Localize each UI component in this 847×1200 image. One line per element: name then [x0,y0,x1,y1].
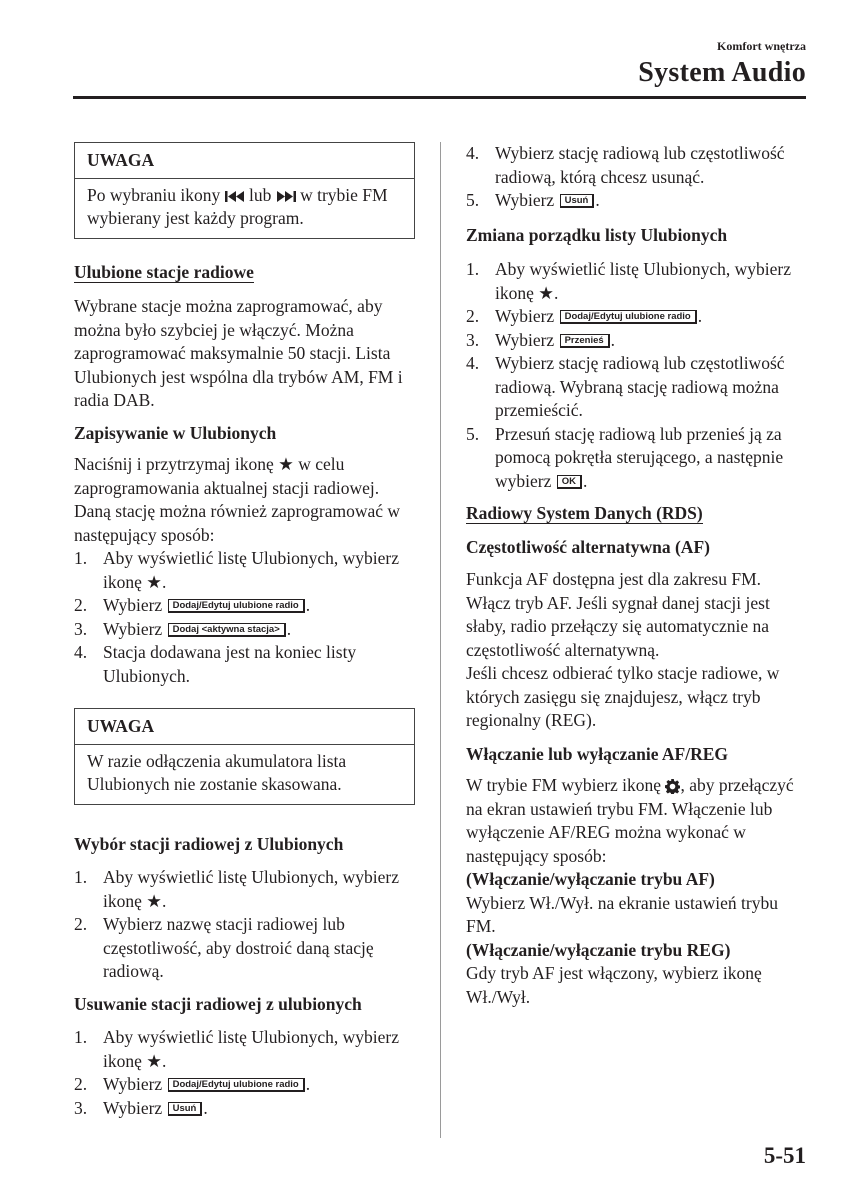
list-item [74,547,415,594]
list-item [74,1097,415,1121]
note-text: lub [248,184,272,205]
step-number: 3. [74,618,88,639]
step-text: Wybierz nazwę stacji radiowej lub częstotliwość, aby dostroić daną stację radiową. [103,914,374,981]
list-item [74,1026,415,1073]
step-text: . [610,329,616,350]
list-item [74,641,415,688]
step-number: 2. [74,914,88,934]
ok-button[interactable]: OK [557,475,582,489]
paragraph-text: W trybie FM wybierz ikonę [466,775,662,795]
paragraph: Funkcja AF dostępna jest dla zakresu FM. Włącz tryb AF. Jeśli sygnał danej stacji jest słaby, radio przełączy się automatycznie na częstotliwość alternatywną. [466,569,770,660]
list-item [466,142,808,189]
subheading-save: Zapisywanie w Ulubionych [74,422,277,443]
add-active-station-button[interactable]: Dodaj <aktywna stacja> [168,623,286,637]
list-item [466,189,808,213]
step-text: Stacja dodawana jest na koniec listy Ulubionych. [103,642,357,686]
step-text: Aby wyświetlić listę Ulubionych, wybierz ikonę [495,259,791,303]
star-icon: ★ [538,282,554,303]
list-item [74,866,415,913]
step-text: . [697,306,703,326]
step-text: Wybierz stację radiową lub częstotliwość radiową. Wybraną stację radiową można przemieścić. [495,353,785,420]
subheading-delete: Usuwanie stacji radiowej z ulubionych [74,993,362,1014]
list-item [74,594,415,618]
header-section: Komfort wnętrza [717,39,806,53]
step-text: . [305,1074,311,1094]
note-box-1 [74,142,415,239]
list-item [466,305,808,329]
subheading-af-toggle: (Włączanie/wyłączanie trybu AF) [466,869,715,889]
star-icon: ★ [146,571,162,592]
paragraph: Wybierz Wł./Wył. na ekranie ustawień trybu FM. [466,892,778,936]
step-text: Wybierz [103,1097,163,1118]
step-number: 1. [74,1027,88,1047]
step-number: 1. [74,548,88,568]
skip-back-icon [225,190,245,203]
column-divider [440,142,441,1138]
add-edit-favorites-button[interactable]: Dodaj/Edytuj ulubione radio [560,310,697,324]
left-column [74,142,415,1120]
step-text: . [286,618,292,639]
step-text: Wybierz [103,595,163,615]
page-title: System Audio [638,57,806,88]
step-number: 2. [74,1074,88,1094]
list-item [466,258,808,305]
step-text: Wybierz stację radiową lub częstotliwość radiową, którą chcesz usunąć. [495,143,785,187]
save-steps [74,547,415,688]
list-item [466,329,808,353]
skip-forward-icon [276,190,296,203]
star-icon: ★ [146,1050,162,1071]
note-text: w trybie FM wybierany jest każdy program. [87,184,388,228]
order-steps [466,258,808,493]
list-item [466,352,808,423]
step-text: . [553,282,559,303]
section-heading-favorites: Ulubione stacje radiowe [74,261,254,282]
delete-button[interactable]: Usuń [560,194,595,208]
step-text: Aby wyświetlić listę Ulubionych, wybierz ikonę [103,548,399,592]
move-button[interactable]: Przenieś [560,334,610,348]
step-number: 4. [466,143,480,163]
step-number: 3. [466,329,480,350]
step-text: . [203,1097,208,1118]
star-icon: ★ [278,454,294,474]
step-number: 5. [466,423,480,444]
subheading-reg-toggle: (Włączanie/wyłączanie trybu REG) [466,939,731,960]
list-item [74,1073,415,1097]
select-steps [74,866,415,984]
step-text: Aby wyświetlić listę Ulubionych, wybierz ikonę [103,867,399,911]
step-number: 1. [466,259,480,279]
add-edit-favorites-button[interactable]: Dodaj/Edytuj ulubione radio [168,1078,305,1092]
step-text: Wybierz [495,190,555,210]
step-number: 1. [74,867,88,887]
paragraph-text: , aby przełączyć na ekran ustawień trybu FM. Włączenie lub wyłączenie AF/REG można wykonać w następujący sposób: [466,775,794,866]
right-column [466,142,808,1009]
step-text: Wybierz [495,306,555,326]
paragraph: Wybrane stacje można zaprogramować, aby można było szybciej je włączyć. Można zaprogramować maksymalnie 50 stacji. Lista Ulubionych jest wspólna dla trybów AM, FM i radia DAB. [74,296,403,410]
step-number: 4. [466,353,480,373]
step-text: Wybierz [103,618,163,639]
paragraph: Jeśli chcesz odbierać tylko stacje radiowe, w których zasięgu się znajdujesz, włącz tryb regionalny (REG). [466,663,780,730]
list-item [74,618,415,642]
step-number: 2. [466,306,480,326]
step-text: . [161,1050,167,1071]
section-heading-rds: Radiowy System Danych (RDS) [466,503,703,523]
gear-icon [665,779,680,794]
step-number: 5. [466,190,480,210]
step-text: Przesuń stację radiową lub przenieś ją za pomocą pokrętła sterującego, a następnie wybierz [495,423,784,491]
step-number: 2. [74,595,88,615]
paragraph-text: Naciśnij i przytrzymaj ikonę [74,454,274,474]
add-edit-favorites-button[interactable]: Dodaj/Edytuj ulubione radio [168,599,305,613]
delete-button[interactable]: Usuń [168,1102,203,1116]
step-text: . [305,595,311,615]
note-box-2 [74,708,415,805]
step-text: Wybierz [103,1074,163,1094]
paragraph: Gdy tryb AF jest włączony, wybierz ikonę Wł./Wył. [466,963,762,1007]
note-body [75,179,414,238]
subheading-select: Wybór stacji radiowej z Ulubionych [74,833,344,854]
list-item [74,913,415,984]
step-text: Wybierz [495,329,555,350]
paragraph [466,774,808,868]
subheading-order: Zmiana porządku listy Ulubionych [466,224,728,245]
step-number: 3. [74,1097,88,1118]
subheading-af-reg: Włączanie lub wyłączanie AF/REG [466,743,729,764]
star-icon: ★ [146,890,162,911]
paragraph [74,453,415,547]
note-title: UWAGA [75,709,414,745]
page-number: 5-51 [763,1143,806,1168]
delete-steps-continued [466,142,808,213]
paragraph-text: w celu zaprogramowania aktualnej stacji radiowej. Daną stację można również zaprogramować w następujący sposób: [74,454,401,545]
step-text: Aby wyświetlić listę Ulubionych, wybierz ikonę [103,1027,399,1071]
step-text: . [583,470,588,491]
subheading-af: Częstotliwość alternatywna (AF) [466,536,710,557]
step-text: . [161,571,167,592]
note-body: W razie odłączenia akumulatora lista Ulubionych nie zostanie skasowana. [87,750,347,794]
header-rule [73,96,806,99]
step-text: . [595,190,600,210]
note-text: Po wybraniu ikony [87,184,221,205]
list-item [466,423,808,494]
delete-steps [74,1026,415,1120]
step-number: 4. [74,642,88,662]
note-title: UWAGA [75,143,414,179]
step-text: . [161,890,167,911]
